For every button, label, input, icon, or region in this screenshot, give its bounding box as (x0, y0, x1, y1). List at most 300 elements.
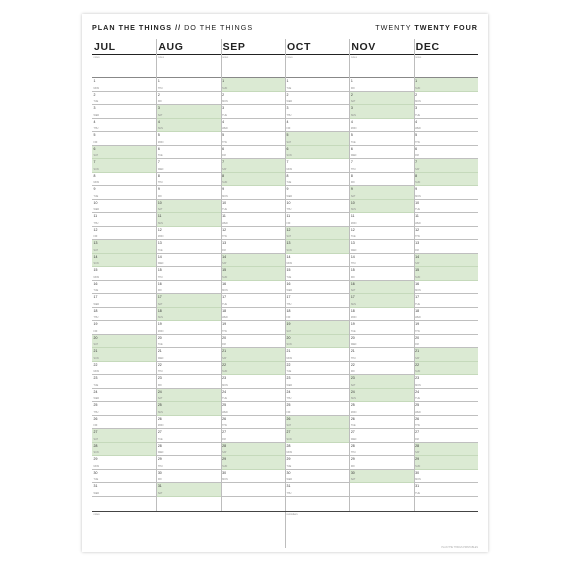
reminders-label: reminders (286, 513, 298, 516)
day-cell[interactable] (285, 281, 349, 295)
day-cell[interactable] (92, 483, 156, 497)
day-cell[interactable] (221, 132, 285, 146)
day-number: 20 (222, 335, 227, 340)
day-cell[interactable] (221, 483, 285, 497)
day-cell[interactable] (414, 362, 478, 376)
day-cell[interactable] (92, 78, 156, 92)
day-cell[interactable] (349, 294, 413, 308)
day-cell[interactable] (92, 281, 156, 295)
weekday-label: THU (222, 140, 228, 144)
day-cell[interactable] (92, 146, 156, 160)
weekday-label: FRI (415, 248, 420, 252)
weekday-label: WED (415, 410, 421, 414)
day-cell[interactable] (92, 173, 156, 187)
day-cell[interactable] (221, 308, 285, 322)
day-cell[interactable] (92, 429, 156, 443)
day-cell[interactable] (285, 186, 349, 200)
day-cell[interactable] (414, 78, 478, 92)
day-cell[interactable] (156, 375, 220, 389)
day-cell[interactable] (92, 132, 156, 146)
day-cell[interactable] (349, 281, 413, 295)
day-number: 15 (93, 268, 98, 272)
weekday-label: WED (286, 194, 293, 198)
day-number: 18 (350, 308, 355, 313)
weekday-label: SUN (222, 370, 228, 373)
weekday-label: SUN (93, 356, 99, 360)
day-cell[interactable] (156, 348, 220, 362)
weekday-label: WED (157, 262, 164, 265)
weekday-label: TUE (157, 154, 163, 157)
day-cell[interactable] (414, 456, 478, 470)
weekday-label: MON (286, 262, 293, 265)
day-cell[interactable] (92, 254, 156, 268)
day-cell[interactable] (221, 186, 285, 200)
day-cell[interactable] (414, 416, 478, 430)
day-cell[interactable] (349, 375, 413, 389)
weekday-label: THU (222, 235, 228, 238)
day-number: 1 (415, 79, 418, 83)
day-cell[interactable] (285, 429, 349, 443)
day-cell[interactable] (285, 254, 349, 268)
day-number: 17 (157, 295, 162, 299)
day-number: 27 (415, 430, 420, 434)
day-cell[interactable] (156, 429, 220, 443)
day-cell[interactable] (156, 281, 220, 295)
day-cell[interactable] (221, 348, 285, 362)
day-cell[interactable] (349, 213, 413, 227)
weekday-label: MON (415, 100, 421, 103)
day-number: 28 (415, 443, 420, 448)
day-cell[interactable] (221, 470, 285, 484)
day-cell[interactable] (349, 240, 413, 254)
day-cell[interactable] (285, 375, 349, 389)
notes-box[interactable] (92, 512, 286, 548)
day-cell[interactable] (156, 483, 220, 497)
day-cell[interactable] (221, 213, 285, 227)
day-cell[interactable] (414, 267, 478, 281)
day-number: 21 (93, 349, 98, 353)
day-number: 21 (350, 349, 355, 353)
day-cell[interactable] (349, 227, 413, 241)
month-notes-area[interactable] (156, 55, 220, 78)
day-number: 10 (415, 200, 420, 205)
day-cell[interactable] (285, 227, 349, 241)
day-cell[interactable] (414, 321, 478, 335)
day-number: 17 (93, 295, 98, 299)
day-number: 12 (350, 227, 355, 232)
weekday-label: TUE (93, 289, 99, 292)
day-cell[interactable] (285, 416, 349, 430)
day-number: 8 (93, 173, 96, 178)
weekday-label: FRI (222, 154, 227, 157)
day-cell[interactable] (349, 78, 413, 92)
day-cell[interactable] (285, 146, 349, 160)
day-cell[interactable] (156, 294, 220, 308)
day-cell[interactable] (414, 240, 478, 254)
day-cell[interactable] (349, 416, 413, 430)
day-cell[interactable] (92, 267, 156, 281)
day-cell[interactable] (221, 321, 285, 335)
weekday-label: TUE (93, 100, 99, 103)
day-cell[interactable] (285, 335, 349, 349)
weekday-label: SAT (222, 262, 227, 265)
weekday-label: WED (93, 397, 100, 400)
day-cell[interactable] (156, 240, 220, 254)
weekday-label: THU (222, 329, 228, 333)
day-cell[interactable] (221, 294, 285, 308)
weekday-label: SAT (286, 140, 291, 144)
day-cell[interactable] (221, 375, 285, 389)
weekday-label: SAT (222, 451, 227, 454)
day-cell[interactable] (414, 429, 478, 443)
day-cell[interactable] (221, 443, 285, 457)
weekday-label: WED (350, 437, 357, 441)
day-number: 20 (93, 335, 98, 340)
day-cell[interactable] (156, 389, 220, 403)
day-cell[interactable] (92, 443, 156, 457)
day-number: 6 (93, 146, 96, 151)
month-column-jul (92, 39, 156, 497)
day-cell[interactable] (414, 402, 478, 416)
day-cell[interactable] (414, 213, 478, 227)
day-cell[interactable] (349, 429, 413, 443)
day-cell[interactable] (156, 227, 220, 241)
day-cell[interactable] (285, 200, 349, 214)
day-cell[interactable] (349, 146, 413, 160)
day-cell[interactable] (414, 254, 478, 268)
day-cell[interactable] (414, 92, 478, 106)
day-cell[interactable] (414, 348, 478, 362)
day-cell[interactable] (349, 119, 413, 133)
day-cell[interactable] (285, 119, 349, 133)
day-cell[interactable] (221, 105, 285, 119)
day-number: 22 (415, 362, 420, 367)
day-cell[interactable] (414, 470, 478, 484)
day-cell[interactable] (349, 389, 413, 403)
weekday-label: WED (222, 127, 228, 130)
day-cell[interactable] (349, 105, 413, 119)
day-cell[interactable] (349, 254, 413, 268)
day-cell[interactable] (221, 389, 285, 403)
weekday-label: SAT (157, 113, 163, 117)
weekday-label: SUN (157, 410, 163, 414)
day-cell[interactable] (285, 213, 349, 227)
day-cell[interactable] (414, 227, 478, 241)
notes-label: notes (93, 513, 100, 516)
day-cell[interactable] (285, 173, 349, 187)
day-cell[interactable] (414, 443, 478, 457)
day-number: 26 (286, 416, 291, 421)
day-cell[interactable] (156, 443, 220, 457)
day-cell[interactable] (92, 213, 156, 227)
notes-section (92, 511, 478, 548)
day-cell[interactable] (285, 470, 349, 484)
day-cell[interactable] (92, 375, 156, 389)
weekday-label: SUN (157, 221, 163, 225)
day-cell[interactable] (349, 362, 413, 376)
day-cell[interactable] (221, 416, 285, 430)
day-number: 13 (415, 241, 420, 245)
day-cell[interactable] (221, 456, 285, 470)
day-cell[interactable] (92, 119, 156, 133)
day-cell[interactable] (221, 335, 285, 349)
day-number: 19 (157, 322, 162, 326)
day-cell[interactable] (285, 348, 349, 362)
day-cell[interactable] (92, 470, 156, 484)
day-number: 16 (415, 281, 420, 286)
day-cell[interactable] (285, 362, 349, 376)
day-number: 22 (286, 362, 291, 367)
weekday-label: SAT (286, 424, 291, 427)
day-cell[interactable] (285, 389, 349, 403)
day-cell[interactable] (92, 186, 156, 200)
day-cell[interactable] (221, 92, 285, 106)
day-cell[interactable] (156, 362, 220, 376)
weekday-label: SUN (286, 343, 292, 346)
day-cell[interactable] (414, 173, 478, 187)
day-cell[interactable] (156, 213, 220, 227)
day-number: 7 (286, 160, 289, 164)
month-notes-area[interactable] (414, 55, 478, 78)
day-number: 3 (222, 106, 225, 110)
month-notes-area[interactable] (92, 55, 156, 78)
weekday-label: FRI (415, 154, 420, 157)
day-cell[interactable] (349, 200, 413, 214)
day-cell[interactable] (92, 389, 156, 403)
day-cell[interactable] (92, 321, 156, 335)
day-number: 23 (286, 376, 291, 380)
day-cell[interactable] (156, 173, 220, 187)
day-cell[interactable] (414, 159, 478, 173)
weekday-label: WED (157, 167, 164, 171)
day-number: 29 (415, 457, 420, 461)
month-notes-area[interactable] (349, 55, 413, 78)
day-cell[interactable] (414, 119, 478, 133)
day-cell[interactable] (156, 78, 220, 92)
weekday-label: SUN (93, 167, 99, 171)
day-cell[interactable] (156, 132, 220, 146)
day-cell[interactable] (92, 227, 156, 241)
planner-header (92, 23, 478, 33)
day-cell[interactable] (221, 362, 285, 376)
day-cell[interactable] (221, 227, 285, 241)
day-cell[interactable] (221, 119, 285, 133)
day-number: 5 (286, 133, 289, 137)
day-cell[interactable] (349, 470, 413, 484)
day-cell[interactable] (92, 402, 156, 416)
day-cell[interactable] (92, 308, 156, 322)
day-cell[interactable] (156, 186, 220, 200)
day-cell[interactable] (156, 335, 220, 349)
day-cell[interactable] (349, 483, 413, 497)
day-cell[interactable] (221, 429, 285, 443)
weekday-label: THU (93, 316, 99, 319)
weekday-label: THU (350, 167, 356, 171)
day-number: 21 (415, 349, 420, 353)
day-cell[interactable] (414, 132, 478, 146)
day-cell[interactable] (221, 173, 285, 187)
day-cell[interactable] (156, 254, 220, 268)
day-cell[interactable] (414, 308, 478, 322)
day-cell[interactable] (285, 240, 349, 254)
month-header: OCT (285, 39, 349, 55)
day-cell[interactable] (285, 267, 349, 281)
day-number: 30 (222, 470, 227, 475)
weekday-label: SUN (350, 208, 356, 211)
day-cell[interactable] (285, 456, 349, 470)
weekday-label: MON (93, 86, 100, 90)
day-cell[interactable] (221, 267, 285, 281)
day-cell[interactable] (414, 105, 478, 119)
day-cell[interactable] (349, 159, 413, 173)
day-number: 8 (222, 173, 225, 178)
weekday-label: TUE (415, 397, 420, 400)
day-cell[interactable] (285, 443, 349, 457)
day-cell[interactable] (156, 308, 220, 322)
day-cell[interactable] (221, 159, 285, 173)
day-cell[interactable] (221, 240, 285, 254)
day-number: 5 (350, 133, 353, 137)
day-number: 21 (222, 349, 227, 353)
day-cell[interactable] (92, 105, 156, 119)
day-number: 20 (157, 335, 162, 340)
day-cell[interactable] (414, 186, 478, 200)
day-cell[interactable] (349, 348, 413, 362)
day-cell[interactable] (285, 132, 349, 146)
day-cell[interactable] (414, 483, 478, 497)
day-cell[interactable] (414, 375, 478, 389)
day-cell[interactable] (285, 78, 349, 92)
day-number: 12 (157, 227, 162, 232)
title-bold: PLAN THE THINGS (92, 23, 173, 32)
day-cell[interactable] (221, 281, 285, 295)
weekday-label: WED (286, 100, 293, 103)
day-cell[interactable] (349, 443, 413, 457)
weekday-label: MON (222, 289, 228, 292)
day-cell[interactable] (349, 321, 413, 335)
day-number: 30 (415, 470, 420, 475)
weekday-label: WED (157, 451, 164, 454)
day-number: 6 (157, 146, 160, 151)
day-cell[interactable] (285, 308, 349, 322)
day-cell[interactable] (92, 92, 156, 106)
day-cell[interactable] (156, 200, 220, 214)
day-number: 1 (286, 79, 289, 83)
day-number: 14 (286, 254, 291, 259)
day-cell[interactable] (414, 200, 478, 214)
day-cell[interactable] (156, 146, 220, 160)
day-cell[interactable] (156, 470, 220, 484)
day-cell[interactable] (221, 78, 285, 92)
day-cell[interactable] (156, 119, 220, 133)
weekday-label: MON (350, 221, 357, 225)
weekday-label: THU (157, 86, 163, 90)
day-number: 17 (415, 295, 420, 299)
day-cell[interactable] (92, 456, 156, 470)
day-cell[interactable] (414, 335, 478, 349)
day-cell[interactable] (92, 362, 156, 376)
day-number: 30 (157, 470, 162, 475)
day-cell[interactable] (92, 200, 156, 214)
day-cell[interactable] (156, 456, 220, 470)
weekday-label: MON (415, 194, 421, 198)
day-cell[interactable] (156, 267, 220, 281)
day-cell[interactable] (285, 294, 349, 308)
day-cell[interactable] (92, 240, 156, 254)
day-cell[interactable] (349, 335, 413, 349)
weekday-label: THU (157, 181, 163, 184)
weekday-label: FRI (93, 235, 98, 238)
day-cell[interactable] (349, 173, 413, 187)
day-cell[interactable] (349, 92, 413, 106)
day-cell[interactable] (221, 200, 285, 214)
day-cell[interactable] (156, 402, 220, 416)
day-cell[interactable] (414, 281, 478, 295)
day-cell[interactable] (92, 348, 156, 362)
day-number: 8 (286, 173, 289, 178)
day-cell[interactable] (349, 402, 413, 416)
weekday-label: FRI (157, 478, 162, 481)
day-cell[interactable] (349, 456, 413, 470)
day-number: 25 (286, 403, 291, 407)
day-cell[interactable] (221, 254, 285, 268)
day-cell[interactable] (92, 416, 156, 430)
day-cell[interactable] (349, 186, 413, 200)
day-cell[interactable] (156, 416, 220, 430)
day-cell[interactable] (285, 321, 349, 335)
day-cell[interactable] (349, 132, 413, 146)
day-cell[interactable] (156, 92, 220, 106)
day-cell[interactable] (349, 308, 413, 322)
weekday-label: MON (350, 127, 357, 130)
column-divider (221, 39, 225, 511)
day-number: 14 (157, 254, 162, 259)
day-cell[interactable] (414, 146, 478, 160)
day-cell[interactable] (285, 105, 349, 119)
day-cell[interactable] (285, 483, 349, 497)
day-cell[interactable] (285, 92, 349, 106)
day-cell[interactable] (414, 294, 478, 308)
weekday-label: SUN (286, 437, 292, 441)
month-header: AUG (156, 39, 220, 55)
weekday-label: MON (415, 383, 421, 387)
day-number: 26 (93, 416, 98, 421)
day-cell[interactable] (285, 402, 349, 416)
day-cell[interactable] (156, 105, 220, 119)
weekday-label: TUE (286, 86, 292, 90)
reminders-box[interactable] (285, 512, 478, 548)
day-cell[interactable] (92, 159, 156, 173)
day-cell[interactable] (221, 146, 285, 160)
weekday-label: WED (350, 343, 357, 346)
month-notes-area[interactable] (221, 55, 285, 78)
day-cell[interactable] (221, 402, 285, 416)
day-number: 4 (222, 119, 225, 124)
weekday-label: THU (157, 275, 163, 279)
day-cell[interactable] (92, 294, 156, 308)
day-cell[interactable] (92, 335, 156, 349)
day-cell[interactable] (285, 159, 349, 173)
day-cell[interactable] (156, 159, 220, 173)
day-cell[interactable] (156, 321, 220, 335)
day-cell[interactable] (349, 267, 413, 281)
day-cell[interactable] (414, 389, 478, 403)
day-number: 14 (93, 254, 98, 259)
day-number: 24 (222, 389, 227, 394)
month-column-aug (156, 39, 220, 497)
month-notes-area[interactable] (285, 55, 349, 78)
day-number: 16 (222, 281, 227, 286)
